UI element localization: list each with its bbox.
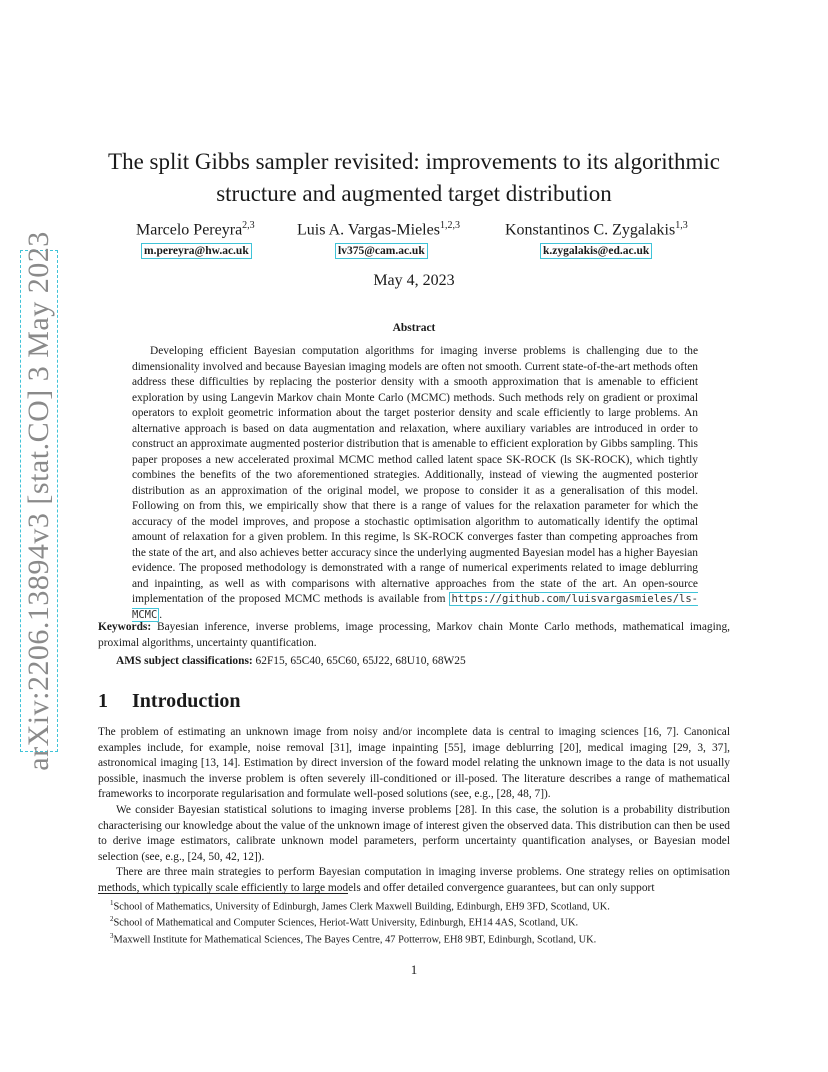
author-2: Luis A. Vargas-Mieles$^{1,2,3}$ [297,220,460,239]
author-1: Marcelo Pereyra$^{2,3}$ [136,220,255,239]
intro-paragraph-3: There are three main strategies to perform Bayesian computation in imaging inverse problems. One strategy relies on optimisation methods, which typically scale efficiently to large models and offer detailed convergence guarantees, but can only support [98,866,730,894]
footnotes [110,897,730,946]
paper-title: The split Gibbs sampler revisited: improvements to its algorithmic structure and augmented target distribution [108,149,720,206]
author-3-email-link[interactable]: k.zygalakis@ed.ac.uk [540,243,652,259]
footnote-2: $^2$School of Mathematical and Computer Sciences, Heriot-Watt University, Edinburgh, EH14 4AS, Scotland, UK. [110,915,579,929]
keywords: Keywords: Bayesian inference, inverse problems, image processing, Markov chain Monte Carlo methods, mathematical imaging, proximal algorithms, uncertainty quantification. [98,621,730,649]
abstract-body: Developing efficient Bayesian computation algorithms for imaging inverse problems is challenging due to the dimensionality involved and because Bayesian imaging models are often not smooth. Current state-of-the-art methods often address these difficulties by replacing the posterior density with a smooth approximation that is amenable to efficient exploration by using Langevin Markov chain Monte Carlo (MCMC) methods. Such methods rely on gradient or proximal operators to exploit geometric information about the target posterior density and scale efficiently to large problems. An alternative approach is based on data augmentation and relaxation, where auxiliary variables are introduced in order to construct an approximate augmented posterior distribution that is amenable to efficient exploration by Gibbs sampling. This paper proposes a new accelerated proximal MCMC method called latent space SK-ROCK (ls SK-ROCK), which tightly combines the benefits of the two aforementioned strategies. Additionally, instead of viewing the augmented posterior distribution as an approximation of the original model, we propose to consider it as a generalisation of this model. Following on from this, we empirically show that there is a range of values for the relaxation parameter for which the accuracy of the model improves, and propose a stochastic optimisation algorithm to automatically identify the optimal amount of relaxation for a given problem. In this regime, ls SK-ROCK converges faster than competing approaches from the state of the art, and also achieves better accuracy since the underlying augmented Bayesian model has a higher Bayesian evidence. The proposed methodology is demonstrated with a range of numerical experiments related to image deblurring and inpainting, as well as with comparisons with alternative approaches from the state of the art. An open-source implementation of the proposed MCMC methods is available from https://github.com/luisvargasmieles/ls-MCMC . [132,345,698,621]
author-3: Konstantinos C. Zygalakis$^{1,3}$ [505,220,688,239]
abstract-heading: Abstract [392,322,436,334]
intro-paragraph-1: The problem of estimating an unknown image from noisy and/or incomplete data is central to imaging sciences [16, 7]. Canonical examples include, for example, noise removal [31], image inpainting [55], image deblurring [20], medical imaging [29, 3, 37], astronomical imaging [13, 14]. Estimation by direct inversion of the foward model relating the unknown image to the data is not usually possible, inasmuch the inverse problem is often severely ill-conditioned or ill-posed. The literature describes a range of mathematical frameworks to incorporate regularisation and formulate well-posed solutions (see, e.g., [28, 48, 7]). [98,726,730,801]
page-number: 1 [410,962,418,977]
github-link[interactable]: https://github.com/luisvargasmieles/ls-MCMC [132,593,698,621]
section-heading: 1 Introduction [98,690,241,712]
paper-date: May 4, 2023 [373,272,455,289]
intro-paragraph-2: We consider Bayesian statistical solutions to imaging inverse problems [28]. In this case, the solution is a probability distribution characterising our knowledge about the value of the unknown image of interest given the observed data. This distribution can then be used to derive image estimators, calibrate unknown model parameters, perform uncertainty quantification analyses, or Bayesian model selection (see, e.g., [24, 50, 42, 12]). [98,803,730,863]
author-2-email-link[interactable]: lv375@cam.ac.uk [335,243,428,259]
footnote-3: $^3$Maxwell Institute for Mathematical Sciences, The Bayes Centre, 47 Potterrow, EH8 9BT, Edinburgh, Scotland, UK. [110,931,597,946]
introduction-body [98,725,730,897]
footnote-1: $^1$School of Mathematics, University of Edinburgh, James Clerk Maxwell Building, Edinburgh, EH9 3FD, Scotland, UK. [110,899,610,913]
ams-classifications: AMS subject classifications: 62F15, 65C40, 65C60, 65J22, 68U10, 68W25 [116,655,466,667]
arxiv-id-text: arXiv:2206.13894v3 [stat.CO] 3 May 2023 [22,231,55,771]
author-1-email-link[interactable]: m.pereyra@hw.ac.uk [141,243,252,259]
footnote-divider [98,893,348,894]
